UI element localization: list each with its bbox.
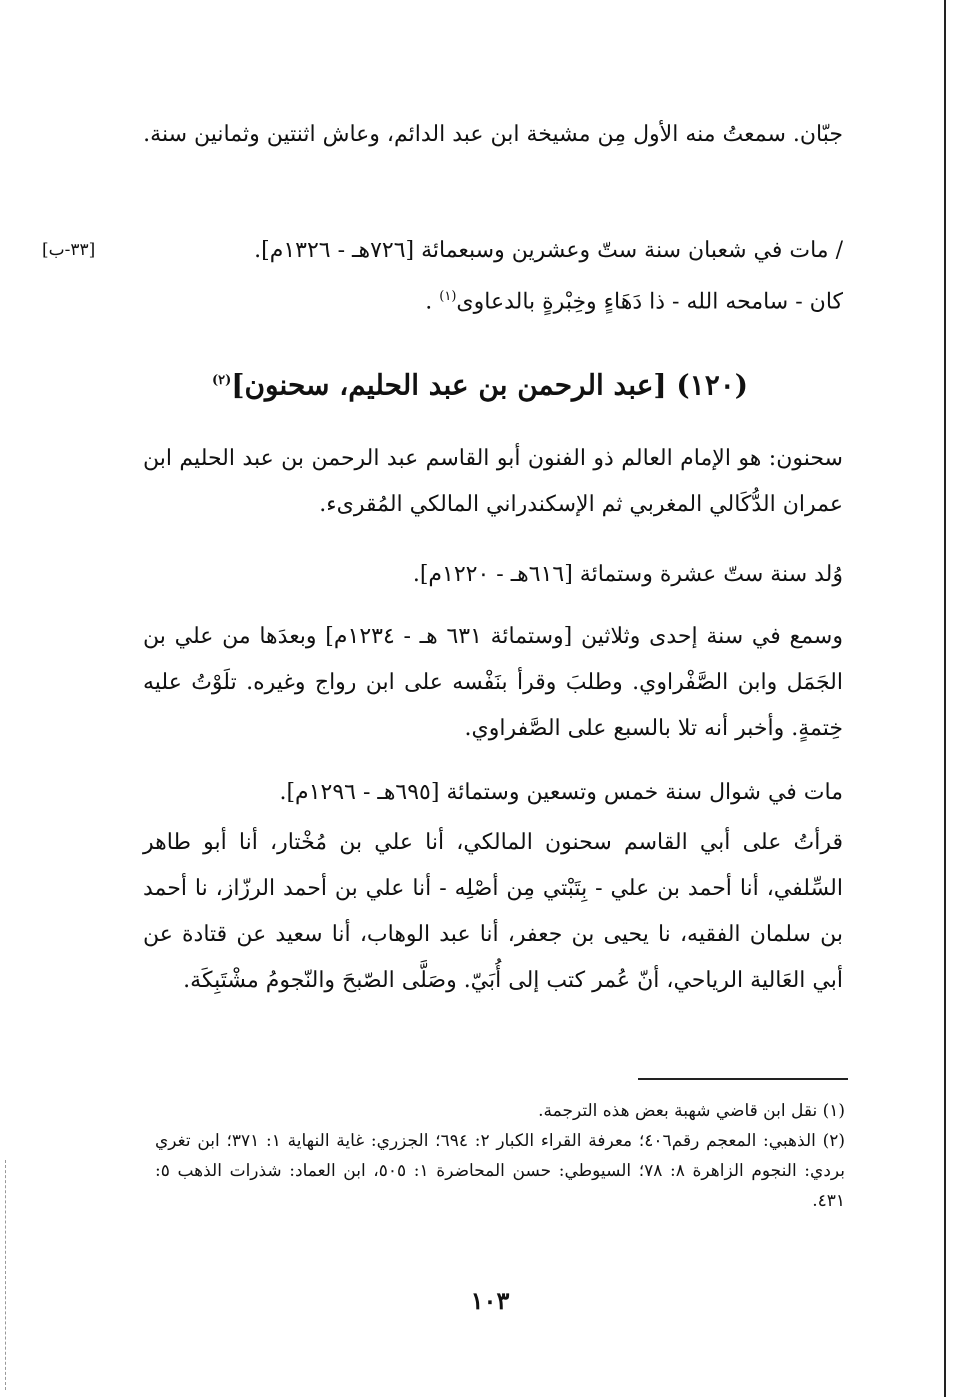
page-edge-line: [944, 0, 946, 1397]
paragraph-end: .: [425, 289, 433, 315]
footnote-separator: [638, 1078, 848, 1080]
footnotes: [155, 1096, 845, 1216]
paragraph-text: سحنون: هو الإمام العالم ذو الفنون أبو القاسم عبد الرحمن بن عبد الحليم ابن عمران الدُّكَالي المغربي ثم الإسكندراني المالكي المُقرىء.: [143, 446, 843, 517]
scan-edge-marks: [5, 1160, 8, 1390]
paragraph-text: وُلد سنة ستّ عشرة وستمائة [٦١٦هـ - ١٢٢٠م].: [412, 562, 843, 587]
paragraph-text: قرأتُ على أبي القاسم سحنون المالكي، أنا علي بن مُخْتار، أنا أبو طاهر السِّلفي، أنا أحمد بن علي - بِتَبْتي مِن أصْلِه - أنا علي بن أحمد الرزّاز، نا أحمد بن سلمان الفقيه، نا يحيى بن جعفر، أنا عبد الوهاب، أنا سعيد عن قتادة عن أبي العَالية الرياحي، أنّ عُمر كتب إلى أُبَيّ. وصَلَّى الصّبحَ والنّجومُ مشْتَبِكَة.: [143, 830, 843, 993]
paragraph-text: وسمع في سنة إحدى وثلاثين [وستمائة ٦٣١ هـ - ١٢٣٤م] وبعدَها من علي بن الجَمَل وابن الصَّفْراوي. وطلبَ وقرأ بنَفْسه على ابن رواج وغيره. تلَوْتُ عليه خِتمةٍ. وأخبر أنه تلا بالسبع على الصَّفراوي.: [143, 624, 843, 741]
paragraph-text: مات في شوال سنة خمس وتسعين وستمائة [٦٩٥هـ - ١٢٩٦م].: [279, 780, 843, 805]
paragraph-death: [143, 770, 843, 816]
footnote-ref: (١): [439, 289, 457, 304]
entry-heading: [160, 356, 800, 410]
paragraph-text: كان - سامحه الله - ذا دَهَاءٍ وخِبْرةٍ بالدعاوى: [456, 289, 843, 315]
paragraph-text: جبّان. سمعتُ منه الأول مِن مشيخة ابن عبد الدائم، وعاش اثنتين وثمانين سنة.: [143, 122, 843, 147]
paragraph-death-note: [143, 228, 843, 325]
paragraph-text: [143, 274, 843, 325]
paragraph-text: / مات في شعبان سنة ستّ وعشرين وسبعمائة [٧٢٦هـ - ١٣٢٦م].: [254, 238, 843, 263]
paragraph-study: [143, 614, 843, 752]
heading-text: (١٢٠) [عبد الرحمن بن عبد الحليم، سحنون]: [231, 368, 749, 402]
paragraph-hadith-chain: [143, 820, 843, 1004]
page-number: ١٠٣: [470, 1286, 510, 1315]
paragraph-continuation: [143, 112, 843, 158]
paragraph-birth: [143, 552, 843, 598]
footnote-ref: (٢): [211, 373, 232, 388]
footnote-2: (٢) الذهبي: المعجم رقم٤٠٦؛ معرفة القراء الكبار ٢: ٦٩٤؛ الجزري: غاية النهاية ١: ٣٧١؛ ابن تغري بردي: النجوم الزاهرة ٨: ٧٨؛ السيوطي: حسن المحاضرة ١: ٥٠٥، ابن العماد: شذرات الذهب ٥: ٤٣١.: [155, 1131, 846, 1211]
margin-folio-note: [٣٣-ب]: [42, 240, 96, 260]
paragraph-bio: [143, 436, 843, 528]
footnote-1: (١) نقل ابن قاضي شهبة بعض هذه الترجمة.: [538, 1101, 845, 1121]
